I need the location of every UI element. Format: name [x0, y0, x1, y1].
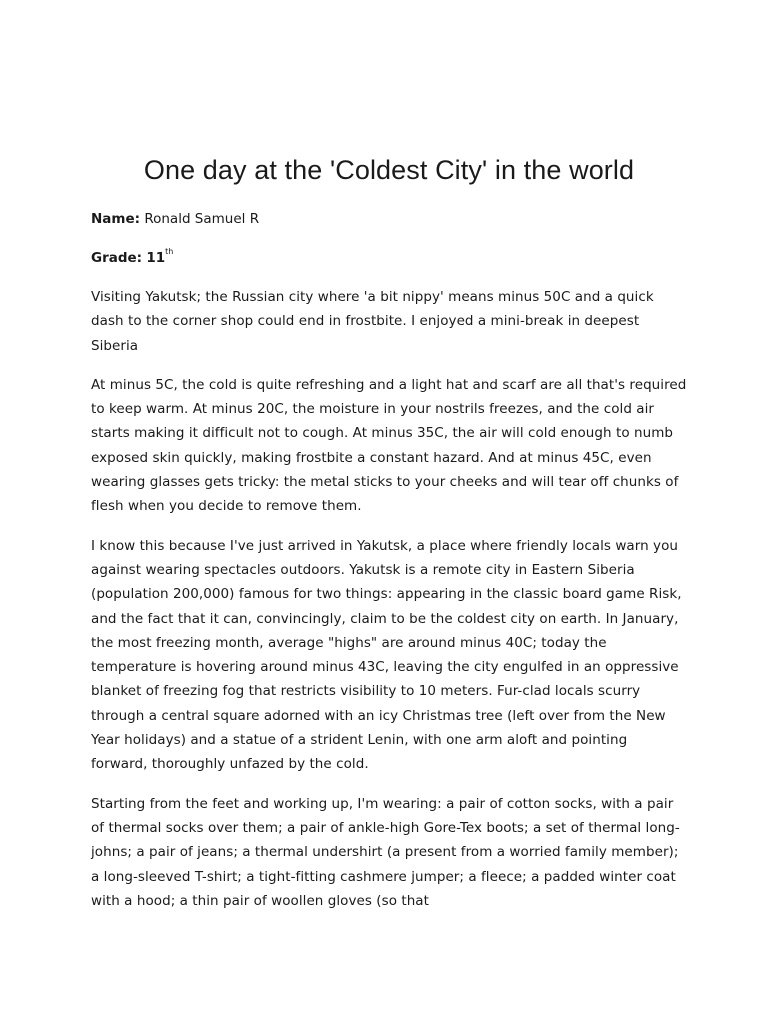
paragraph-temperatures: At minus 5C, the cold is quite refreshing and a light hat and scarf are all that's required to keep warm. At minus 20C, the moisture in your nostrils freezes, and the cold air starts making it difficult not to cough. At minus 35C, the air will cold enough to numb exposed skin quickly, making frostbite a constant hazard. And at minus 45C, even wearing glasses gets tricky: the metal sticks to your cheeks and will tear off chunks of flesh when you decide to remove them. — [91, 376, 687, 515]
name-line — [91, 207, 687, 231]
name-label: Name: — [91, 211, 141, 227]
document-title: One day at the 'Coldest City' in the world — [143, 155, 635, 185]
grade-line — [91, 246, 687, 270]
paragraph-yakutsk: I know this because I've just arrived in Yakutsk, a place where friendly locals warn you against wearing spectacles outdoors. Yakutsk is a remote city in Eastern Siberia (population 200,000) famous for two things: appearing in the classic board game Risk, and the fact that it can, convincingly, claim to be the coldest city on earth. In January, the most freezing month, average "highs" are around minus 40C; today the temperature is hovering around minus 43C, leaving the city engulfed in an oppressive blanket of freezing fog that restricts visibility to 10 meters. Fur-clad locals scurry through a central square adorned with an icy Christmas tree (left over from the New Year holidays) and a statue of a strident Lenin, with one arm aloft and pointing forward, thoroughly unfazed by the cold. — [91, 537, 682, 773]
grade-suffix: th — [165, 247, 174, 256]
grade-label: Grade: — [91, 250, 143, 266]
grade-value: 11 — [146, 250, 166, 266]
paragraph-clothing: Starting from the feet and working up, I'm wearing: a pair of cotton socks, with a pair of thermal socks over them; a pair of ankle-high Gore-Tex boots; a set of thermal long-johns; a pair of jeans; a thermal undershirt (a present from a worried family member); a long-sleeved T-shirt; a tight-fitting cashmere jumper; a fleece; a padded winter coat with a hood; a thin pair of woollen gloves (so that — [91, 795, 680, 909]
name-value: Ronald Samuel R — [144, 211, 260, 227]
paragraph-intro: Visiting Yakutsk; the Russian city where 'a bit nippy' means minus 50C and a quick dash to the corner shop could end in frostbite. I enjoyed a mini-break in deepest Siberia — [91, 289, 654, 354]
document-body — [91, 150, 687, 913]
